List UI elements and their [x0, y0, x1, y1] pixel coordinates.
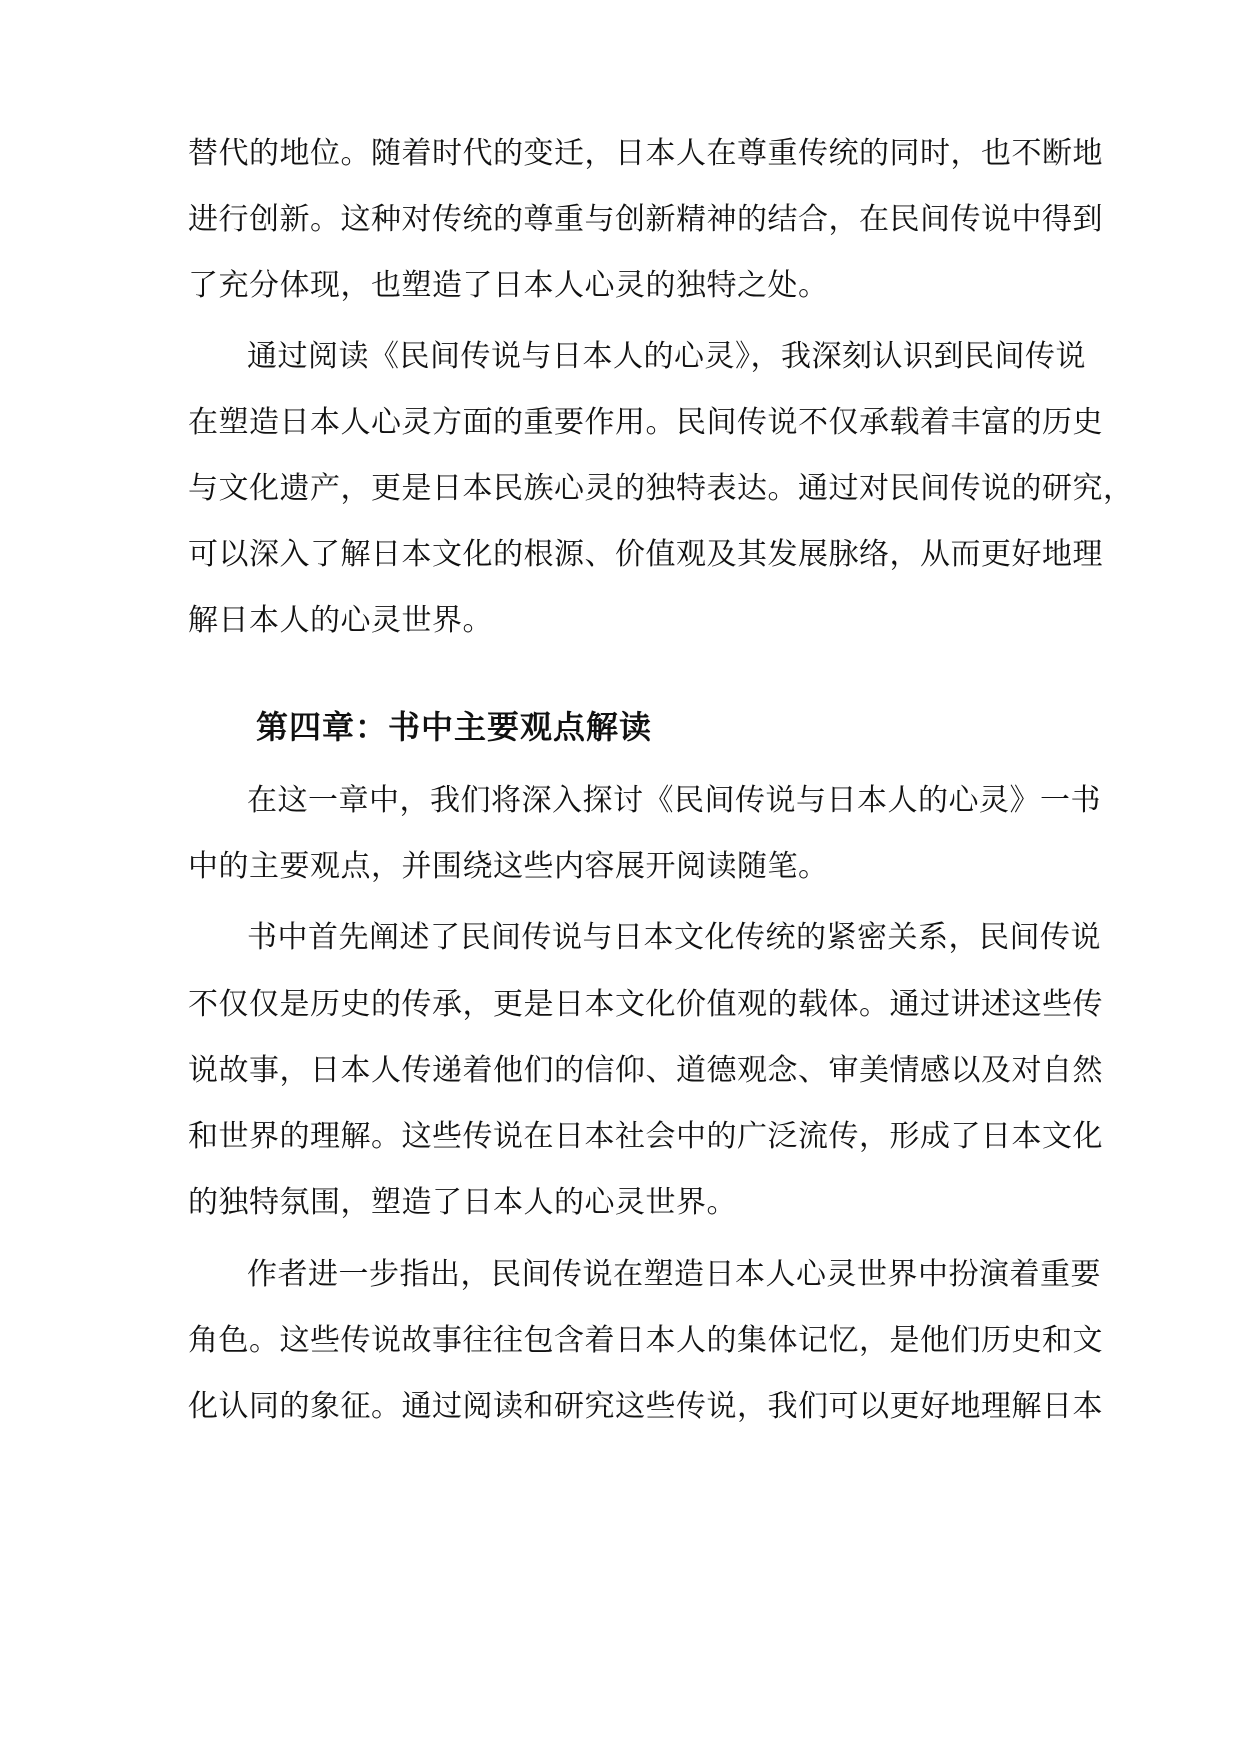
paragraph-5-line-3: 化认同的象征。通过阅读和研究这些传说，我们可以更好地理解日本: [188, 1389, 1103, 1424]
paragraph-2-line-1: 通过阅读《民间传说与日本人的心灵》，我深刻认识到民间传说: [247, 339, 1086, 374]
paragraph-4-line-2: 不仅仅是历史的传承，更是日本文化价值观的载体。通过讲述这些传: [188, 987, 1103, 1022]
paragraph-4-line-5: 的独特氛围，塑造了日本人的心灵世界。: [188, 1185, 737, 1220]
paragraph-1-line-3: 了充分体现，也塑造了日本人心灵的独特之处。: [188, 268, 829, 303]
paragraph-2-line-4: 可以深入了解日本文化的根源、价值观及其发展脉络，从而更好地理: [188, 537, 1103, 572]
paragraph-5-line-1: 作者进一步指出，民间传说在塑造日本人心灵世界中扮演着重要: [247, 1257, 1101, 1292]
paragraph-5-line-2: 角色。这些传说故事往往包含着日本人的集体记忆，是他们历史和文: [188, 1323, 1103, 1358]
paragraph-3-line-2: 中的主要观点，并围绕这些内容展开阅读随笔。: [188, 849, 829, 884]
chapter-heading: 第四章：书中主要观点解读: [256, 708, 653, 746]
paragraph-1-line-2: 进行创新。这种对传统的尊重与创新精神的结合，在民间传说中得到: [188, 202, 1103, 237]
paragraph-1-line-1: 替代的地位。随着时代的变迁，日本人在尊重传统的同时，也不断地: [188, 136, 1103, 171]
paragraph-2-line-5: 解日本人的心灵世界。: [188, 603, 493, 638]
paragraph-4-line-1: 书中首先阐述了民间传说与日本文化传统的紧密关系，民间传说: [247, 920, 1101, 955]
paragraph-3-line-1: 在这一章中，我们将深入探讨《民间传说与日本人的心灵》一书: [247, 783, 1101, 818]
paragraph-2-line-2: 在塑造日本人心灵方面的重要作用。民间传说不仅承载着丰富的历史: [188, 405, 1103, 440]
paragraph-4-line-4: 和世界的理解。这些传说在日本社会中的广泛流传，形成了日本文化: [188, 1119, 1103, 1154]
paragraph-4-line-3: 说故事，日本人传递着他们的信仰、道德观念、审美情感以及对自然: [188, 1053, 1103, 1088]
paragraph-2-line-3: 与文化遗产，更是日本民族心灵的独特表达。通过对民间传说的研究，: [188, 471, 1134, 506]
